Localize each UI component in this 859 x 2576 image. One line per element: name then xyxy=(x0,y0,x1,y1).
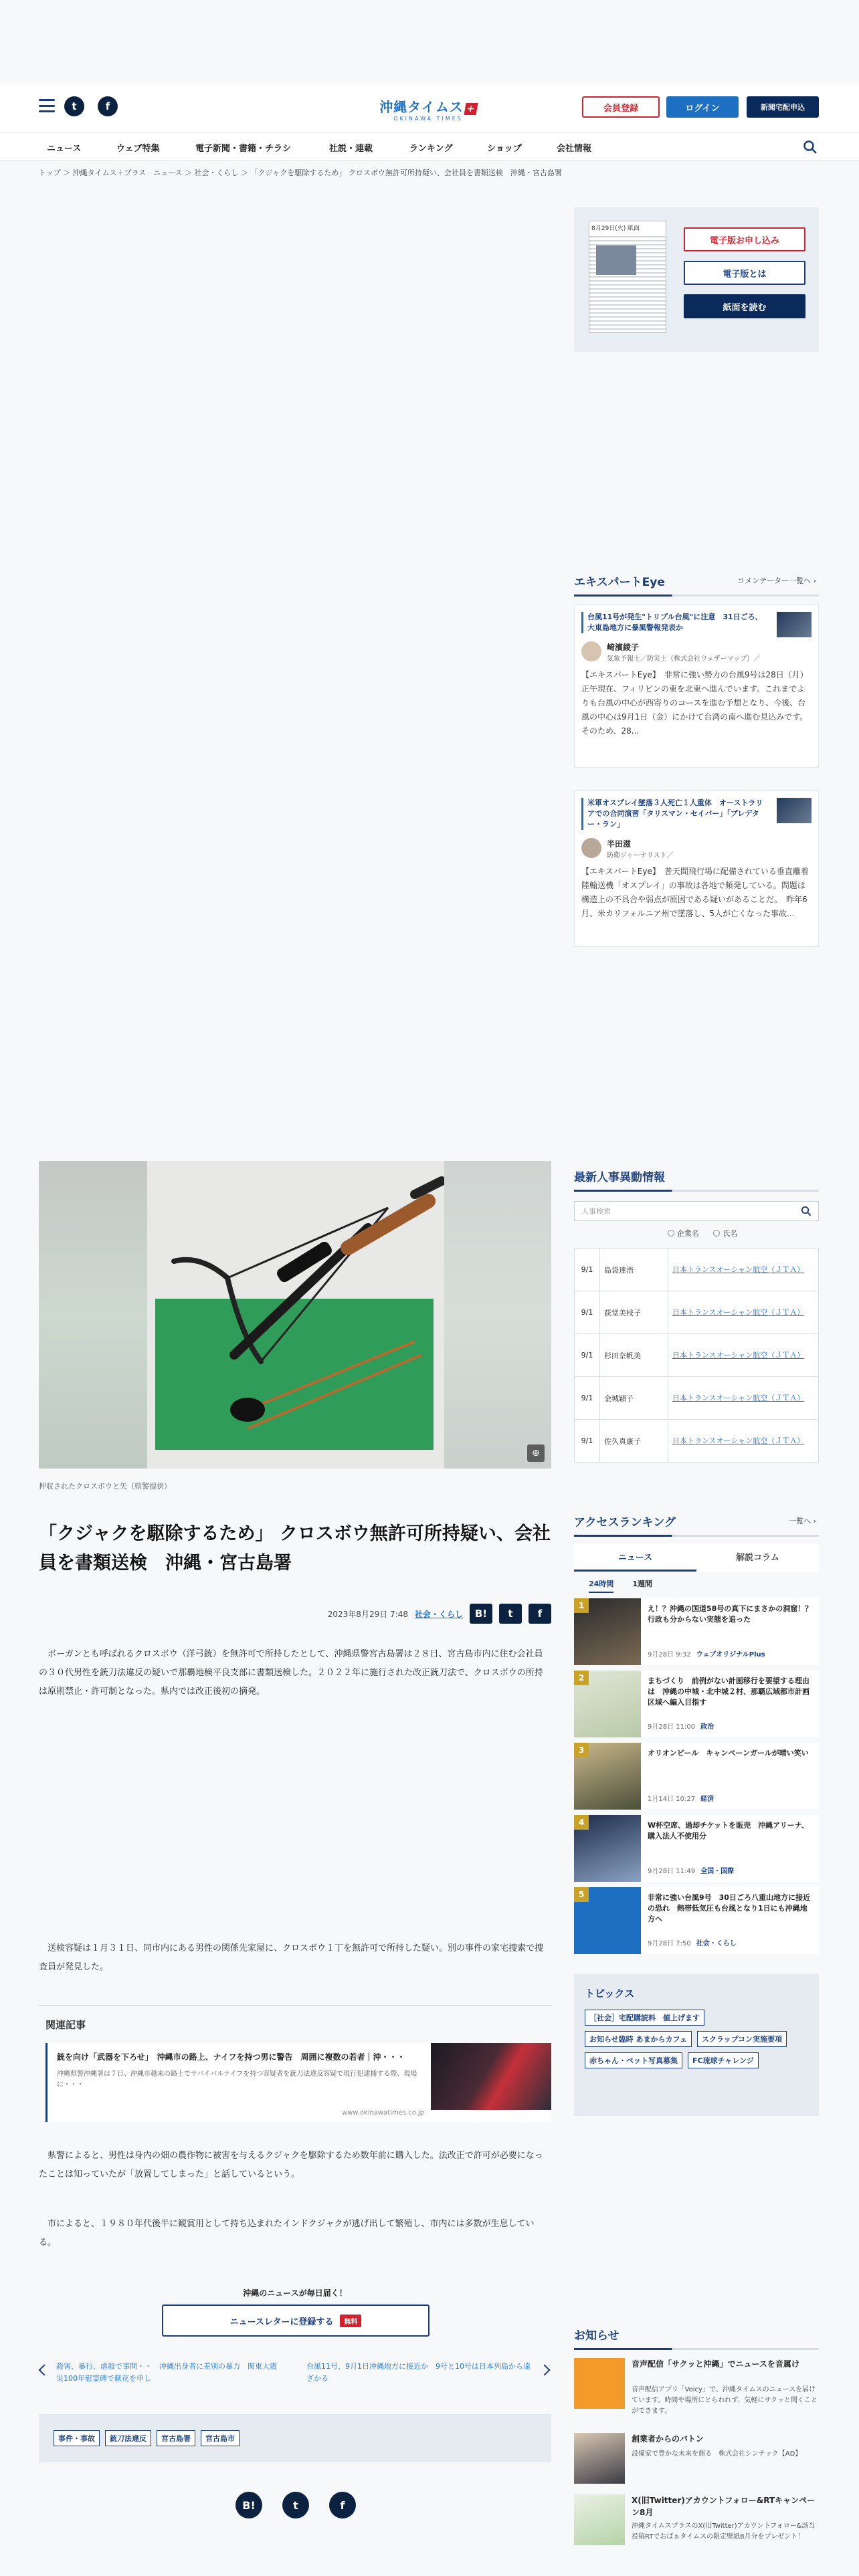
nav-item-web-feature[interactable]: ウェブ特集 xyxy=(116,144,160,154)
personnel-company-link[interactable]: 日本トランスオーシャン航空（ＪＴＡ） xyxy=(668,1334,819,1377)
epaper-read-label: 紙面を読む xyxy=(723,302,767,313)
ranking-item-category: 政治 xyxy=(700,1723,714,1731)
campaign-illustration xyxy=(574,2494,625,2545)
section-divider xyxy=(574,1190,819,1192)
personnel-name: 佐久真康子 xyxy=(600,1420,668,1463)
personnel-date: 9/1 xyxy=(575,1377,600,1420)
global-nav xyxy=(0,132,859,160)
ranking-item-title: オリオンビール キャンペーンガールが晴い笑い xyxy=(648,1749,809,1757)
table-row xyxy=(575,1291,819,1334)
personnel-date: 9/1 xyxy=(575,1420,600,1463)
article-category-link[interactable]: 社会・くらし xyxy=(414,1609,463,1619)
topic-link[interactable]: スクラップコン実施要項 xyxy=(697,2031,787,2047)
search-icon[interactable] xyxy=(803,140,818,154)
ranking-item-category: 社会・くらし xyxy=(696,1940,737,1947)
personnel-date: 9/1 xyxy=(575,1249,600,1291)
section-divider xyxy=(574,1535,819,1537)
article-paragraph: 市によると、１９８０年代後半に観賞用として持ち込まれたインドクジャクが逃げ出して繁殖し、市内には多数が生息している。 xyxy=(39,2219,535,2248)
free-badge: 無料 xyxy=(340,2315,361,2327)
logo-plus: + xyxy=(464,103,478,115)
ranking-item-title: W杯空席、過却チケットを販売 沖縄アリーナ、購入法人不使用分 xyxy=(648,1821,809,1840)
ranking-more-link[interactable]: 一覧へ › xyxy=(789,1517,816,1525)
personnel-company-link[interactable]: 日本トランスオーシャン航空（ＪＴＡ） xyxy=(668,1249,819,1291)
personnel-search-placeholder: 人事検索 xyxy=(581,1207,611,1216)
twitter-icon[interactable]: t xyxy=(64,96,84,116)
newsletter-button-label: ニュースレターに登録する xyxy=(229,2317,334,2327)
ranking-item[interactable] xyxy=(574,1598,819,1665)
ranking-item-category: 経済 xyxy=(700,1796,714,1803)
prev-arrow-icon[interactable] xyxy=(39,2365,50,2376)
epaper-thumb-date: 8月29日(火) 紙面 xyxy=(589,221,666,236)
nav-item-epaper[interactable]: 電子新聞・書籍・チラシ xyxy=(195,144,292,154)
table-row xyxy=(575,1377,819,1420)
topic-link[interactable]: 赤ちゃん・ペット写真募集 xyxy=(585,2052,682,2068)
article-tags xyxy=(39,2414,551,2462)
member-register-label: 会員登録 xyxy=(603,103,638,114)
radio-company[interactable] xyxy=(668,1230,674,1237)
site-logo[interactable] xyxy=(375,96,482,123)
notice-section xyxy=(574,2326,819,2561)
crossbow-photo xyxy=(147,1161,444,1469)
photo-caption: 押収されたクロスボウと矢（県警提供） xyxy=(39,1482,171,1491)
ranking-item[interactable] xyxy=(574,1671,819,1737)
paper-subscribe-label: 新聞宅配申込 xyxy=(761,103,805,112)
expert-card[interactable] xyxy=(574,790,819,947)
radio-company-label: 企業名 xyxy=(676,1229,699,1238)
topic-link[interactable]: ［社会］宅配購読料 値上げます xyxy=(585,2010,704,2026)
notice-item-title: X(旧Twitter)アカウントフォロー&RTキャンペーン8月 xyxy=(632,2496,816,2517)
personnel-section xyxy=(574,1168,819,1463)
breadcrumb[interactable]: トップ ＞ 沖縄タイムス＋プラス ニュース ＞ 社会・くらし ＞ 「クジャクを駆除するため」 クロスボウ無許可所持疑い、会社員を書類送検 沖縄・宮古島署 xyxy=(39,169,562,177)
next-arrow-icon[interactable] xyxy=(539,2365,551,2376)
newsletter-signup-button[interactable] xyxy=(162,2304,430,2337)
ranking-item-date: 9月28日 9:32 xyxy=(648,1651,691,1658)
related-articles xyxy=(39,2005,551,2131)
hatena-share-icon[interactable]: B! xyxy=(235,2492,262,2518)
nav-item-ranking[interactable]: ランキング xyxy=(409,144,453,154)
epaper-box xyxy=(574,207,819,352)
paper-subscribe-button[interactable] xyxy=(747,96,819,118)
expert-eye-title: エキスパートEye xyxy=(574,576,665,589)
author-role: 防衛ジャーナリスト／ xyxy=(607,852,674,859)
avatar xyxy=(581,838,601,858)
article-meta xyxy=(39,1604,551,1624)
section-divider xyxy=(574,2348,819,2350)
ranking-item-meta xyxy=(648,1648,765,1658)
topics-tags xyxy=(585,2010,808,2068)
article-paragraph: ボーガンとも呼ばれるクロスボウ（洋弓銃）を無許可で所持したとして、沖縄県警宮古島署は２８日、宮古島市内に住む会社員の３０代男性を銃刀法違反の疑いで那覇地検平良支部に書類送検した。２０２２年に施行された改正銃刀法で、クロスボウの所持は原則禁止・許可制となった。県内では改正後初の摘発。 xyxy=(39,1649,543,1697)
ranking-more-label: 一覧へ xyxy=(789,1517,812,1525)
facebook-share-bottom-icon[interactable]: f xyxy=(329,2492,356,2518)
personnel-date: 9/1 xyxy=(575,1334,600,1377)
expert-card-thumbnail xyxy=(777,798,812,823)
personnel-company-link[interactable]: 日本トランスオーシャン航空（ＪＴＡ） xyxy=(668,1377,819,1420)
zoom-icon[interactable]: ⊕ xyxy=(527,1444,545,1462)
article-date: 2023年8月29日 7:48 xyxy=(327,1609,408,1619)
tag-link[interactable]: 銃刀法違反 xyxy=(105,2430,151,2446)
nav-item-company[interactable]: 会社情報 xyxy=(557,144,592,154)
notice-item[interactable] xyxy=(574,2358,819,2425)
twitter-share-icon[interactable]: t xyxy=(499,1604,522,1624)
notice-item[interactable] xyxy=(574,2494,819,2561)
login-label: ログイン xyxy=(685,103,720,114)
nav-item-editorial[interactable]: 社説・連載 xyxy=(329,144,373,154)
ranking-item-title: まちづくり 前例がない計画移行を要望する理由は 沖縄の中城・北中城２村、那覇広域都市計画区域へ編入目指す xyxy=(648,1677,809,1707)
member-register-button[interactable] xyxy=(582,96,660,118)
rank-number: 5 xyxy=(574,1887,589,1902)
facebook-share-icon[interactable]: f xyxy=(529,1604,551,1624)
epaper-thumb-photo xyxy=(596,245,636,275)
twitter-share-bottom-icon[interactable]: t xyxy=(282,2492,309,2518)
topic-link[interactable]: お知らせ臨時 あまからカフェ xyxy=(585,2031,692,2047)
tag-link[interactable]: 宮古島市 xyxy=(201,2430,240,2446)
article-photo[interactable] xyxy=(39,1161,551,1469)
expert-card-body: 【エキスパートEye】 非常に強い勢力の台風9号は28日（月）正午現在、フィリピンの東を北東へ進んでいます。これまでよりも台風の中心が西寄りのコースを進む予想となり、今後、台風の中心は9月1日（金）にかけて台湾の南へ進む見込みです。そのため、28... xyxy=(581,670,808,736)
personnel-name: 島袋達浩 xyxy=(600,1249,668,1291)
ranking-item-date: 1月14日 10:27 xyxy=(648,1796,696,1803)
notice-item-desc: 沖縄タイムスプラスのX(旧Twitter)アカウントフォロー&該当投稿RTでおばぁタイムスの限定壁紙8月分をプレゼント！ xyxy=(632,2523,816,2541)
ranking-list xyxy=(574,1598,819,1954)
expert-card-author xyxy=(581,641,812,663)
ranking-item-title: 非常に強い台風9号 30日ごろ八重山地方に接近の恐れ 熱帯低気圧も台風となり1日にも沖縄地方へ xyxy=(648,1893,810,1923)
rank-number: 3 xyxy=(574,1743,589,1757)
epaper-read-button[interactable] xyxy=(684,294,805,318)
epaper-about-button[interactable] xyxy=(684,261,805,285)
menu-icon[interactable] xyxy=(39,99,55,112)
tab-column[interactable]: 解説コラム xyxy=(736,1553,779,1563)
personnel-name: 杉田奈帆美 xyxy=(600,1334,668,1377)
ranking-item-meta xyxy=(648,1793,714,1803)
notice-item[interactable] xyxy=(574,2433,819,2486)
expert-card-author xyxy=(581,838,812,859)
rank-number: 2 xyxy=(574,1671,589,1685)
tag-link[interactable]: 宮古島署 xyxy=(157,2430,195,2446)
ranking-item-meta xyxy=(648,1865,734,1875)
tag-link[interactable]: 事件・事故 xyxy=(54,2430,100,2446)
notice-title: お知らせ xyxy=(574,2329,619,2343)
expert-card-body: 【エキスパートEye】 普天間飛行場に配備されている垂直離着陸輸送機「オスプレイ」の事故は各地で頻発している。問題は構造上の不具合や弱点が原因である疑いがあることだ。 昨年6月、米カリフォルニア州で墜落し、5人が亡くなった事故... xyxy=(581,867,809,918)
ranking-item-meta xyxy=(648,1721,714,1731)
photo-blur-left xyxy=(39,1161,147,1469)
ranking-item[interactable] xyxy=(574,1887,819,1954)
next-article-link[interactable]: 台風11号、9月1日沖縄地方に接近か 9号と10号は日本列島から遠ざかる xyxy=(306,2362,531,2383)
ranking-item-date: 9月28日 7:50 xyxy=(648,1940,691,1947)
epaper-apply-label: 電子版お申し込み xyxy=(709,235,779,246)
ranking-item-category: ウェブオリジナルPlus xyxy=(696,1651,765,1658)
personnel-company-link[interactable]: 日本トランスオーシャン航空（ＪＴＡ） xyxy=(668,1420,819,1463)
expert-card-headline: 米軍オスプレイ墜落３人死亡１人重体 オーストラリアでの合同演習「タリスマン・セイバー」「プレデター・ラン」 xyxy=(581,798,812,830)
avatar xyxy=(581,641,601,661)
related-article-card[interactable] xyxy=(45,2043,551,2122)
related-thumbnail xyxy=(431,2043,551,2110)
radio-name-label: 氏名 xyxy=(723,1229,738,1238)
expert-card-headline: 台風11号が発生"トリプル台風"に注意 31日ごろ、大東島地方に暴風警報発表か xyxy=(581,612,812,633)
author-name: 半田滋 xyxy=(607,839,632,849)
newsletter-text: 沖縄のニュースが毎日届く！ xyxy=(243,2288,347,2298)
nav-item-shop[interactable]: ショップ xyxy=(487,144,522,154)
facebook-icon[interactable]: f xyxy=(98,96,118,116)
login-button[interactable] xyxy=(666,96,739,118)
tab-1week[interactable]: 1週間 xyxy=(632,1580,652,1588)
nav-item-news[interactable]: ニュース xyxy=(47,144,82,154)
expert-card[interactable] xyxy=(574,605,819,768)
personnel-search-input[interactable] xyxy=(574,1201,819,1221)
epaper-thumbnail[interactable] xyxy=(589,221,666,333)
personnel-name: 荻堂美枝子 xyxy=(600,1291,668,1334)
personnel-search-mode xyxy=(574,1228,819,1239)
expert-card-thumbnail xyxy=(777,612,812,637)
epaper-apply-button[interactable] xyxy=(684,227,805,251)
ranking-item[interactable] xyxy=(574,1743,819,1810)
site-header xyxy=(0,84,859,132)
article-title: 「クジャクを駆除するため」 クロスボウ無許可所持疑い、会社員を書類送検 沖縄・宮古島署 xyxy=(39,1523,551,1574)
topics-section xyxy=(574,1974,819,2116)
expert-eye-section xyxy=(574,572,819,947)
rank-number: 4 xyxy=(574,1815,589,1830)
author-role: 気象予報士／防災士（株式会社ウェザーマップ）／ xyxy=(607,655,761,663)
notice-item-title: 創業者からのバトン xyxy=(632,2434,704,2444)
founder-photo xyxy=(574,2433,625,2484)
ranking-item-category: 全国・国際 xyxy=(700,1868,735,1875)
topic-link[interactable]: FC琉球チャレンジ xyxy=(688,2052,759,2068)
expert-more-label: コメンテーター一覧へ xyxy=(737,576,812,585)
ranking-item-title: え！？沖縄の国道58号の真下にまさかの洞窟！？ 行政も分からない実態を追った xyxy=(648,1604,820,1624)
author-name: 崎濱綾子 xyxy=(607,643,640,652)
expert-more-link[interactable]: コメンテーター一覧へ › xyxy=(737,576,816,585)
epaper-about-label: 電子版とは xyxy=(723,269,767,280)
ranking-tabs xyxy=(574,1543,819,1572)
section-divider xyxy=(574,595,819,597)
article-paragraph: 県警によると、男性は身内の畑の農作物に被害を与えるクジャクを駆除するため数年前に購入した。法改正で許可が必要になったことは知っていたが「放置してしまった」と話しているという。 xyxy=(39,2151,543,2179)
related-description: 沖縄県警沖縄署は７日、沖縄市越来の路上でサバイバルナイフを持つ容疑者を銃刀法違反容疑で現行犯逮捕する際、現場に・・・ xyxy=(57,2070,417,2088)
related-heading: 関連記事 xyxy=(45,2019,86,2031)
logo-subtext: OKINAWA TIMES xyxy=(393,116,463,122)
prev-article-link[interactable]: 殺害、暴行、虐殺で事問・・ 沖縄出身者に差別の暴力 関東大震災100年慰霊碑で献花を申し xyxy=(56,2362,277,2383)
personnel-date: 9/1 xyxy=(575,1291,600,1334)
table-row xyxy=(575,1420,819,1463)
ranking-section xyxy=(574,1513,819,1959)
table-row xyxy=(575,1249,819,1291)
logo-text: 沖縄タイムス xyxy=(379,99,464,115)
ranking-item-date: 9月28日 11:00 xyxy=(648,1723,696,1731)
personnel-company-link[interactable]: 日本トランスオーシャン航空（ＪＴＡ） xyxy=(668,1291,819,1334)
notice-item-desc: 設備家で豊かな未来を創る 株式会社シンテック【AD】 xyxy=(632,2450,802,2458)
ranking-title: アクセスランキング xyxy=(574,1516,676,1529)
personnel-title: 最新人事異動情報 xyxy=(574,1171,665,1184)
voicy-icon xyxy=(574,2358,625,2409)
ranking-item[interactable] xyxy=(574,1815,819,1882)
hatena-bookmark-icon[interactable]: B! xyxy=(470,1604,492,1624)
ranking-item-date: 9月28日 11:49 xyxy=(648,1868,696,1875)
crossbow-illustration xyxy=(147,1161,444,1469)
radio-name[interactable] xyxy=(713,1230,720,1237)
rank-number: 1 xyxy=(574,1598,589,1613)
photo-blur-right xyxy=(444,1161,551,1469)
ranking-period-tabs xyxy=(574,1572,819,1593)
table-row xyxy=(575,1334,819,1377)
related-source: www.okinawatimes.co.jp xyxy=(342,2109,424,2117)
notice-item-title: 音声配信「サクッと沖縄」でニュースを音属け xyxy=(632,2359,799,2369)
article-paragraph: 送検容疑は１月３１日、同市内にある男性の関係先家屋に、クロスボウ１丁を無許可で所持した疑い。別の事件の家宅捜索で捜査員が発見した。 xyxy=(39,1943,544,1972)
tab-news[interactable]: ニュース xyxy=(574,1543,696,1572)
search-icon[interactable] xyxy=(801,1206,812,1216)
personnel-table xyxy=(574,1248,819,1463)
related-title: 銃を向け「武器を下ろせ」 沖縄市の路上、ナイフを持つ男に警告 周囲に複数の若者｜沖・・・ xyxy=(57,2052,405,2062)
ranking-item-meta xyxy=(648,1937,737,1947)
topics-title: トピックス xyxy=(585,1988,635,2000)
tab-24h[interactable]: 24時間 xyxy=(589,1578,613,1593)
notice-item-desc: 音声配信アプリ「Voicy」で、沖縄タイムスのニュースを届けています。時間や場所にとらわれず、気軽にサクッと聞くことができます。 xyxy=(632,2386,818,2415)
personnel-name: 金城穎子 xyxy=(600,1377,668,1420)
